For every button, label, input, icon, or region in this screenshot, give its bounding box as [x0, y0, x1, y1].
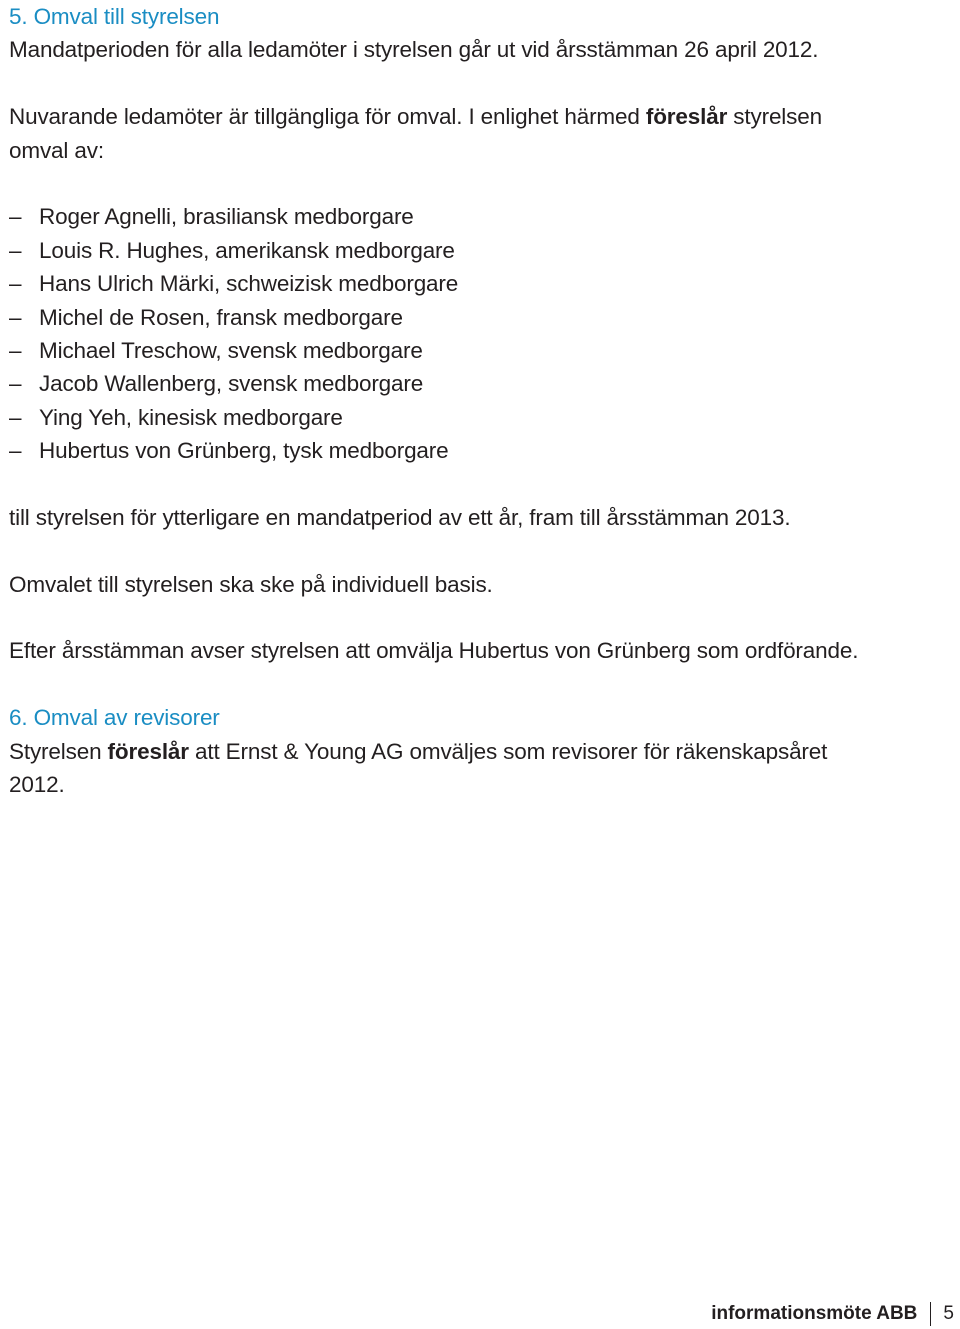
- footer-divider: [930, 1302, 931, 1326]
- list-item-text: Louis R. Hughes, amerikansk medborgare: [39, 237, 455, 263]
- list-item-text: Ying Yeh, kinesisk medborgare: [39, 404, 343, 430]
- section-6-paragraph-1-continued: 2012.: [9, 771, 65, 797]
- page-footer: [711, 1300, 954, 1328]
- spacer: [9, 534, 954, 567]
- list-item: [9, 301, 954, 334]
- section-5-paragraph-1: Mandatperioden för alla ledamöter i styrelsen går ut vid årsstämman 26 april 2012.: [9, 37, 819, 63]
- list-item-text: Hubertus von Grünberg, tysk medborgare: [39, 438, 449, 464]
- list-item-text: Michael Treschow, svensk medborgare: [39, 337, 423, 363]
- section-5-heading: 5. Omval till styrelsen: [9, 4, 220, 29]
- member-list: [9, 200, 954, 467]
- list-item-text: Roger Agnelli, brasiliansk medborgare: [39, 204, 414, 230]
- list-item: [9, 367, 954, 400]
- spacer: [9, 467, 954, 500]
- paragraph-text: styrelsen: [727, 104, 822, 130]
- list-item: [9, 334, 954, 367]
- dash-bullet: –: [9, 271, 22, 297]
- section-5-paragraph-2-continued: omval av:: [9, 137, 104, 163]
- spacer: [9, 668, 954, 701]
- footer-title: informationsmöte ABB: [711, 1303, 918, 1324]
- list-item: [9, 434, 954, 467]
- list-item: [9, 234, 954, 267]
- list-item: [9, 200, 954, 233]
- spacer: [9, 67, 954, 100]
- paragraph-text: Nuvarande ledamöter är tillgängliga för omval. I enlighet härmed: [9, 104, 646, 130]
- dash-bullet: –: [9, 237, 22, 263]
- spacer: [9, 167, 954, 200]
- paragraph-text: att Ernst & Young AG omväljes som revisorer för räkenskapsåret: [188, 738, 828, 764]
- dash-bullet: –: [9, 204, 22, 230]
- emphasis-text: föreslår: [645, 104, 728, 130]
- page-number: 5: [943, 1303, 954, 1324]
- spacer: [9, 601, 954, 634]
- dash-bullet: –: [9, 337, 22, 363]
- emphasis-text: föreslår: [107, 738, 189, 764]
- list-item-text: Hans Ulrich Märki, schweizisk medborgare: [39, 271, 459, 297]
- section-5-paragraph-3: till styrelsen för ytterligare en mandatperiod av ett år, fram till årsstämman 2013.: [9, 504, 791, 530]
- section-5-paragraph-2: [9, 100, 954, 133]
- section-6-heading: 6. Omval av revisorer: [9, 705, 220, 731]
- list-item: [9, 267, 954, 300]
- list-item-text: Michel de Rosen, fransk medborgare: [39, 304, 403, 330]
- dash-bullet: –: [9, 438, 22, 464]
- paragraph-text: Styrelsen: [9, 738, 108, 764]
- list-item-text: Jacob Wallenberg, svensk medborgare: [39, 371, 424, 397]
- section-6-paragraph-1: [9, 735, 954, 768]
- dash-bullet: –: [9, 404, 22, 430]
- section-5-paragraph-4: Omvalet till styrelsen ska ske på individuell basis.: [9, 571, 493, 597]
- dash-bullet: –: [9, 371, 22, 397]
- document-page: [9, 0, 954, 801]
- section-5-paragraph-5: Efter årsstämman avser styrelsen att omvälja Hubertus von Grünberg som ordförande.: [9, 638, 859, 664]
- list-item: [9, 401, 954, 434]
- dash-bullet: –: [9, 304, 22, 330]
